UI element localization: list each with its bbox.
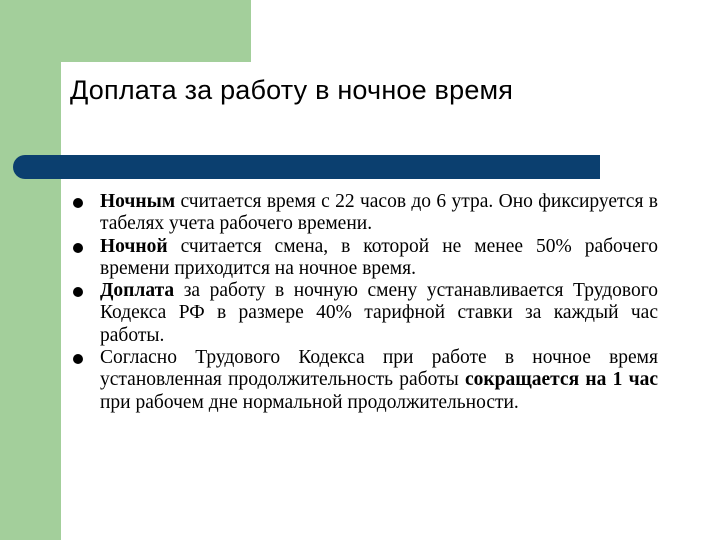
bullet-bold-text: Ночным	[100, 191, 176, 212]
bullet-dot-icon	[73, 354, 83, 364]
bullet-dot-icon	[73, 198, 83, 208]
bullet-bold-text: Ночной	[100, 235, 168, 257]
bullet-list	[100, 191, 658, 414]
bullet-dot-icon	[73, 243, 83, 253]
bullet-text: при рабочем дне нормальной продолжительности.	[100, 391, 519, 413]
green-top-panel	[0, 0, 251, 62]
bullet-bold-text: сокращается на 1 час	[465, 369, 659, 391]
bullet-text: считается время с 22 часов до 6 утра. Оно фиксируется в табелях учета рабочего времени.	[100, 191, 658, 235]
green-side-panel	[0, 0, 61, 540]
bullet-item	[100, 191, 658, 236]
bullet-text: Согласно Трудового Кодекса при работе в ночное время установленная продолжительность работы	[100, 347, 658, 391]
bullet-item	[100, 280, 658, 347]
bullet-item	[100, 236, 658, 281]
bullet-text: за работу в ночную смену устанавливается Трудового Кодекса РФ в размере 40% тарифной ставки за каждый час работы.	[100, 280, 658, 346]
bullet-dot-icon	[73, 287, 83, 297]
title-underline-bar	[13, 155, 600, 179]
bullet-text: считается смена, в которой не менее 50% рабочего времени приходится на ночное время.	[100, 235, 658, 279]
slide-title: Доплата за работу в ночное время	[70, 75, 514, 105]
bullet-bold-text: Доплата	[100, 280, 175, 302]
bullet-item	[100, 347, 658, 414]
